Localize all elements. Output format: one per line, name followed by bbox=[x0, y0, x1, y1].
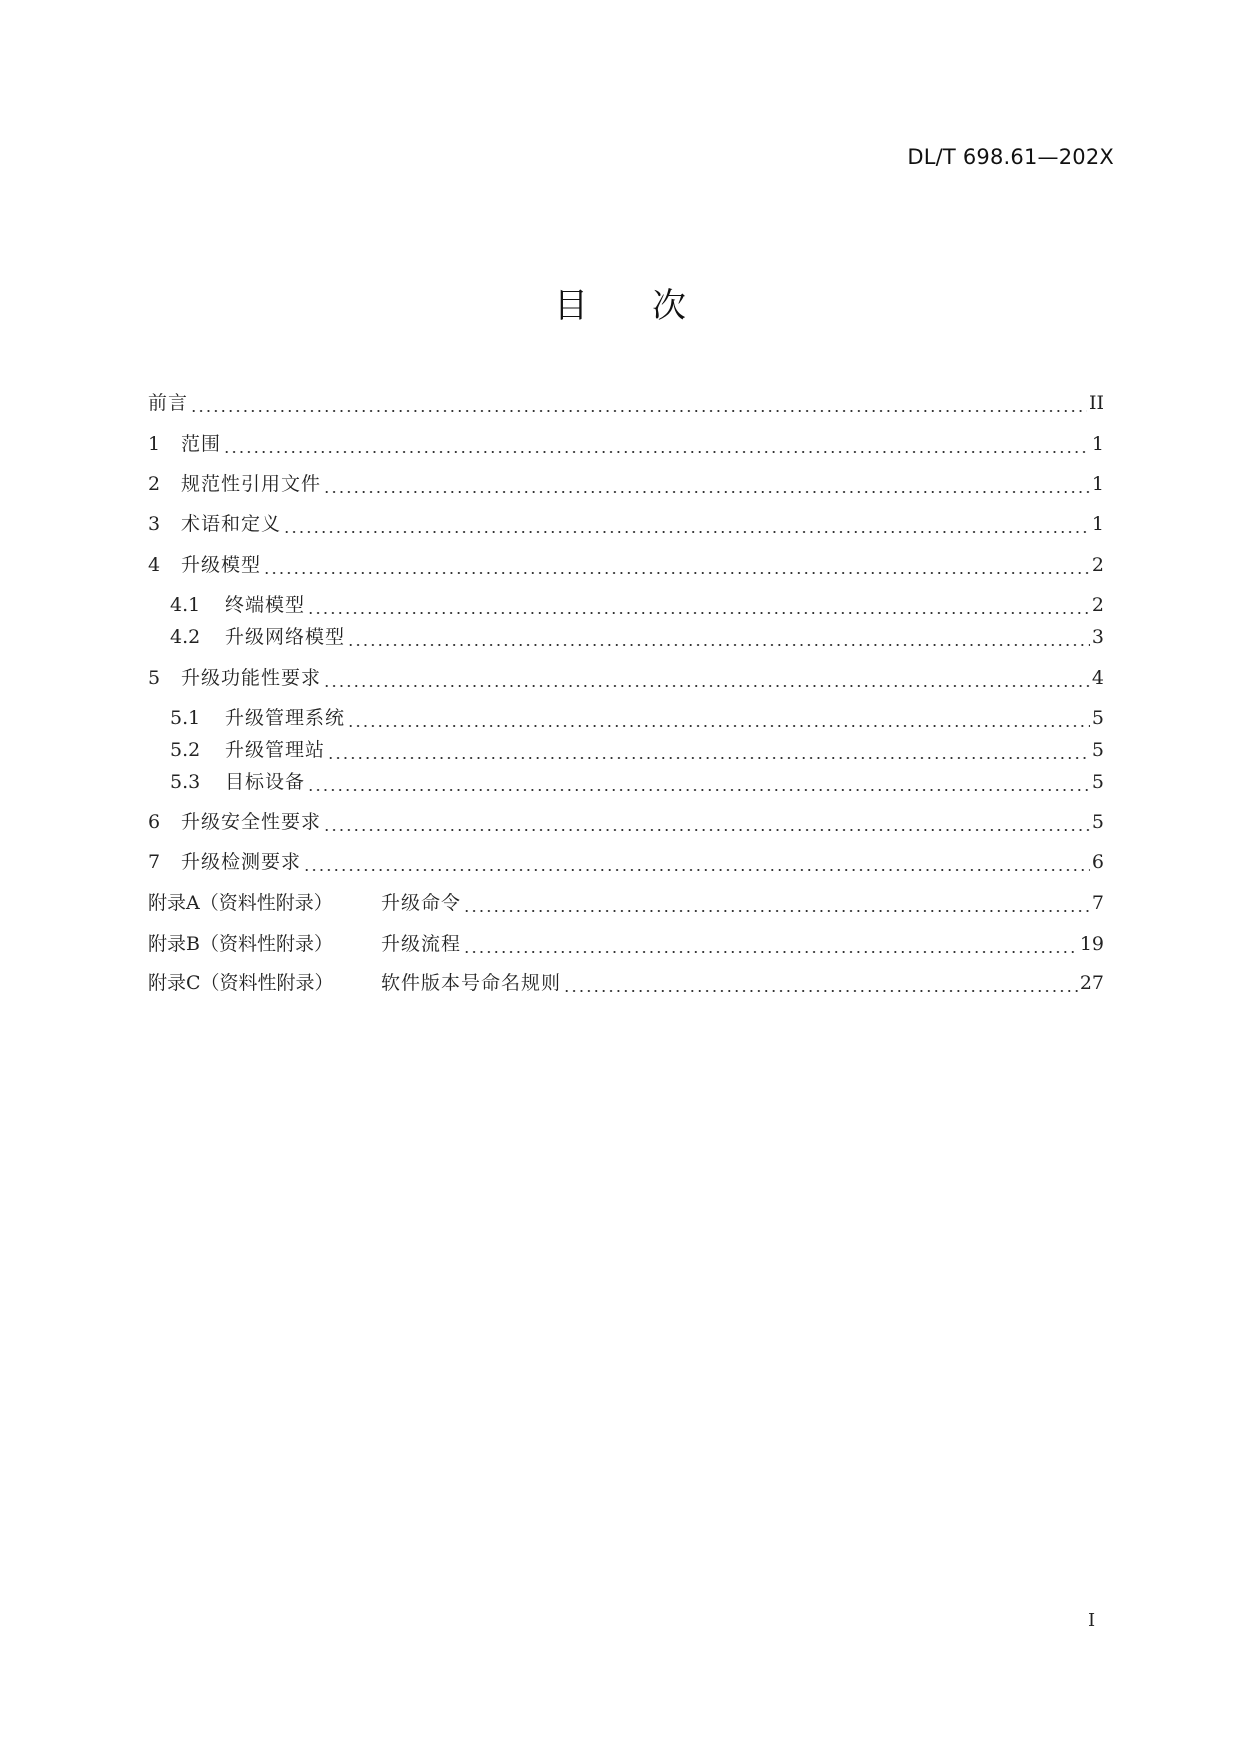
toc-entry-page: 1 bbox=[1091, 473, 1104, 495]
toc-entry-label: 范围 bbox=[181, 433, 222, 455]
toc-entry-number: 附录B（资料性附录） bbox=[148, 933, 333, 955]
toc-entry-number: 5 bbox=[148, 667, 161, 689]
toc-entry-page: 6 bbox=[1091, 851, 1104, 873]
toc-entry-5-3[interactable] bbox=[170, 769, 1104, 795]
toc-entry-label: 目标设备 bbox=[225, 771, 306, 793]
dot-leader bbox=[190, 390, 1087, 416]
toc-entry-label: 升级命令 bbox=[381, 892, 462, 914]
toc-entry-6[interactable] bbox=[148, 809, 1104, 835]
toc-entry-number: 7 bbox=[148, 851, 161, 873]
dot-leader bbox=[263, 552, 1090, 578]
toc-entry-1[interactable] bbox=[148, 431, 1104, 457]
toc-entry-7[interactable] bbox=[148, 849, 1104, 875]
toc-entry-label: 规范性引用文件 bbox=[181, 473, 322, 495]
toc-entry-label: 升级模型 bbox=[181, 554, 262, 576]
dot-leader bbox=[323, 809, 1090, 835]
toc-entry-number: 2 bbox=[148, 473, 161, 495]
dot-leader bbox=[463, 931, 1078, 957]
title-char-1: 目 bbox=[554, 286, 588, 326]
dot-leader bbox=[323, 665, 1090, 691]
toc-entry-label: 升级管理系统 bbox=[225, 707, 346, 729]
toc-entry-page: 1 bbox=[1091, 513, 1104, 535]
toc-entry-page: II bbox=[1088, 392, 1104, 414]
toc-entry-appendix-b[interactable] bbox=[148, 931, 1104, 957]
toc-entry-label: 升级流程 bbox=[381, 933, 462, 955]
toc-entry-number: 6 bbox=[148, 811, 161, 833]
toc-entry-label: 软件版本号命名规则 bbox=[381, 972, 562, 994]
toc-entry-label: 前言 bbox=[148, 392, 189, 414]
standard-code-header: DL/T 698.61—202X bbox=[907, 145, 1114, 169]
toc-entry-page: 2 bbox=[1091, 554, 1104, 576]
toc-entry-number: 4 bbox=[148, 554, 161, 576]
toc-entry-number: 5.3 bbox=[170, 771, 201, 793]
toc-entry-number: 附录A（资料性附录） bbox=[148, 892, 333, 914]
toc-entry-page: 7 bbox=[1091, 892, 1104, 914]
toc-entry-page: 2 bbox=[1091, 594, 1104, 616]
toc-entry-page: 3 bbox=[1091, 626, 1104, 648]
toc-entry-4-2[interactable] bbox=[170, 624, 1104, 650]
toc-entry-page: 5 bbox=[1091, 771, 1104, 793]
toc-entry-label: 终端模型 bbox=[225, 594, 306, 616]
toc-entry-label: 术语和定义 bbox=[181, 513, 282, 535]
toc-entry-foreword[interactable] bbox=[148, 390, 1104, 416]
title-char-2: 次 bbox=[652, 286, 686, 326]
page-title bbox=[0, 278, 1240, 327]
dot-leader bbox=[223, 431, 1090, 457]
toc-entry-label: 升级网络模型 bbox=[225, 626, 346, 648]
dot-leader bbox=[463, 890, 1090, 916]
toc-entry-5-2[interactable] bbox=[170, 737, 1104, 763]
toc-entry-number: 1 bbox=[148, 433, 161, 455]
dot-leader bbox=[563, 970, 1078, 996]
toc-entry-5[interactable] bbox=[148, 665, 1104, 691]
toc-entry-5-1[interactable] bbox=[170, 705, 1104, 731]
dot-leader bbox=[283, 511, 1090, 537]
toc-entry-page: 5 bbox=[1091, 707, 1104, 729]
toc-entry-appendix-c[interactable] bbox=[148, 970, 1104, 996]
toc-entry-page: 19 bbox=[1079, 933, 1104, 955]
toc-entry-appendix-a[interactable] bbox=[148, 890, 1104, 916]
toc-entry-3[interactable] bbox=[148, 511, 1104, 537]
toc-entry-4[interactable] bbox=[148, 552, 1104, 578]
toc-entry-number: 4.1 bbox=[170, 594, 201, 616]
toc-entry-page: 1 bbox=[1091, 433, 1104, 455]
toc-entry-label: 升级检测要求 bbox=[181, 851, 302, 873]
dot-leader bbox=[323, 471, 1090, 497]
dot-leader bbox=[327, 737, 1090, 763]
toc-entry-4-1[interactable] bbox=[170, 592, 1104, 618]
toc-entry-page: 5 bbox=[1091, 811, 1104, 833]
toc-entry-label: 升级功能性要求 bbox=[181, 667, 322, 689]
toc-entry-number: 5.2 bbox=[170, 739, 201, 761]
dot-leader bbox=[307, 769, 1090, 795]
toc-entry-label: 升级安全性要求 bbox=[181, 811, 322, 833]
toc-entry-page: 27 bbox=[1079, 972, 1104, 994]
page-number: I bbox=[1088, 1610, 1096, 1631]
toc-entry-number: 附录C（资料性附录） bbox=[148, 972, 334, 994]
dot-leader bbox=[347, 705, 1090, 731]
toc-entry-label: 升级管理站 bbox=[225, 739, 326, 761]
toc-entry-number: 4.2 bbox=[170, 626, 201, 648]
dot-leader bbox=[347, 624, 1090, 650]
toc-entry-number: 3 bbox=[148, 513, 161, 535]
dot-leader bbox=[307, 592, 1090, 618]
dot-leader bbox=[303, 849, 1090, 875]
toc-entry-page: 4 bbox=[1091, 667, 1104, 689]
toc-entry-page: 5 bbox=[1091, 739, 1104, 761]
toc-entry-number: 5.1 bbox=[170, 707, 201, 729]
toc-entry-2[interactable] bbox=[148, 471, 1104, 497]
